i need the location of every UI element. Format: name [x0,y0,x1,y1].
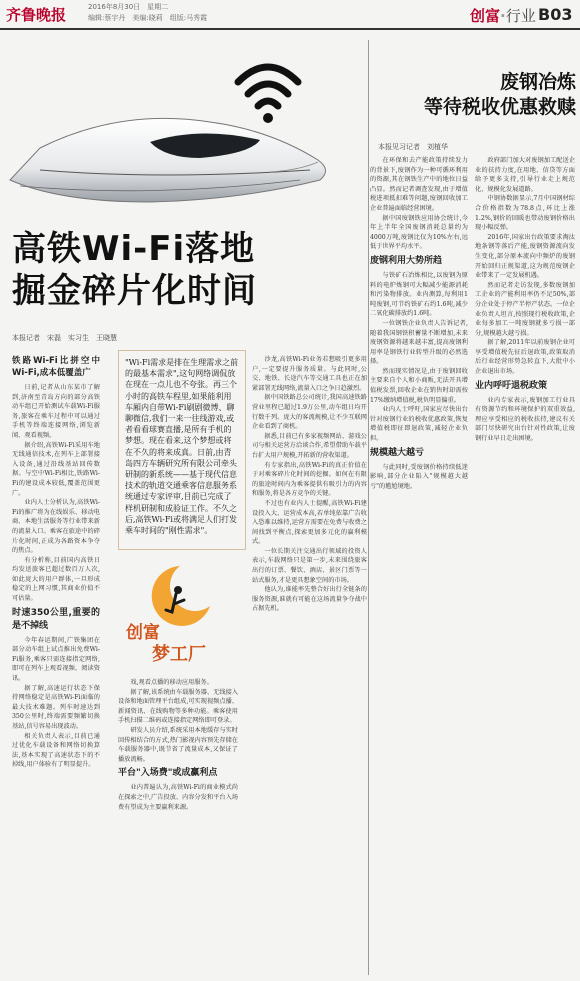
paragraph: 据中国铁路总公司统计,我国高速铁路营业里程已超过1.9万公里,动车组日均开行数千列。庞大的客流规模,让不少互联网企业看到了商机。 [252,394,367,431]
paragraph: 在环保和去产能政策持续发力的背景下,废钢作为一种可循环利用的资源,其在钢铁生产中的地位日益凸显。然而记者调查发现,由于增值税进项抵扣难等问题,废钢回收加工企业普遍面临经营困境。 [370,157,468,212]
paragraph: 今年春运期间,广铁集团在部分动车组上试点推出免费Wi-Fi服务,乘客只需连接指定网络,即可在列车上观看视频、阅读资讯。 [12,636,100,683]
paragraph: 中钢协数据显示,7月中国钢材综合价格指数为78.8点,环比上涨1.2%,钢价的回暖也带动废钢价格出现小幅反弹。 [475,195,575,232]
right-headline-line-1: 废钢冶炼 [499,71,576,93]
paragraph: 业内专家表示,废钢加工行业具有资源节约和环境保护的双重效益,理应享受相应的税收扶持,建议有关部门尽快研究出台针对性政策,让废钢行业早日走出困境。 [475,396,575,443]
paragraph: 与铁矿石冶炼相比,以废钢为原料的电炉炼钢可大幅减少能源消耗和污染物排放。业内测算,每利用1吨废钢,可节约铁矿石约1.6吨,减少二氧化碳排放约1.6吨。 [370,271,468,318]
paragraph: 业内人士呼吁,国家应尽快出台针对废钢行业的税收优惠政策,恢复增值税即征即退政策,减轻企业负担。 [370,406,468,443]
section-subname: 行业 [505,7,536,25]
paragraph: 政府部门加大对废钢加工配送企业的扶持力度,在用地、信贷等方面给予更多支持,引导行业走上规范化、规模化发展道路。 [475,157,575,193]
section-label [470,5,536,26]
editor-credits: 编辑:蔡宇丹 美编:晓莉 组版:马秀霞 [88,14,208,22]
headline-line-1: 高铁Wi-Fi落地 [12,229,256,269]
section-separator: · [500,7,506,25]
paragraph: 2016年,国家出台政策要求淘汰地条钢等落后产能,废钢资源流向发生变化,部分原本流向中频炉的废钢开始回归正规渠道,这为规范废钢企业带来了一定发展机遇。 [475,233,575,280]
subheading: 时速350公里,重要的是不掉线 [12,607,100,631]
article-column-2 [118,678,238,978]
logo-text-line-1: 创富 [126,623,160,643]
subheading: 平台"入场费"或成赢利点 [118,768,218,779]
column-divider [368,40,369,975]
right-headline [376,70,576,120]
paragraph: 据介绍,高铁Wi-Fi采用车地无线通信技术,在列车上部署接入设备,通过沿线基站回传数据。与空中Wi-Fi相比,铁路Wi-Fi的建设成本较低,覆盖范围更广。 [12,441,100,497]
paragraph: 据了解,高速运行状态下保持网络稳定是高铁Wi-Fi面临的最大技术难题。列车时速达到350公里时,终端需要频繁切换基站,信号容易出现波动。 [12,684,100,730]
train-icon [10,118,326,202]
high-speed-train-illustration [0,30,360,220]
page-number: B03 [538,5,573,24]
pull-quote-box: "Wi-Fi需求是排在生理需求之前的最基本需求",这句网络调侃放在现在一点儿也不夸张。再三个小时的高铁车程里,如果能利用车厢内自带Wi-Fi刷剧微博、聊聊微信,我们一来一往线游戏,或者看看球赛直播,是所有手机的梦想。现在看来,这个梦想或将在不久的将来成真。日前,由青岛四方车辆研究所有限公司牵头研制的新系统——基于现代信息技术的轨道交通乘客信息服务系统通过专家评审,目前已完成了样机研制和成验证工作。不久之后,高铁Wi-Fi或将满足人们打发乘车时间的"刚性需求"。 [118,350,246,550]
paragraph: 有分析称,目前国内高铁日均发送旅客已超过数百万人次,如此庞大的用户群体,一旦形成稳定的上网习惯,其商业价值不可估量。 [12,556,100,603]
headline-line-2: 掘金碎片化时间 [12,271,257,311]
right-article-column-2 [475,156,575,976]
right-byline: 本报见习记者 刘植华 [378,143,448,151]
right-headline-line-2: 等待税收优惠救赎 [423,96,576,118]
page-header [0,0,580,30]
paragraph: 据悉,目前已有多家视频网站、游戏公司与相关运营方洽谈合作,希望借助车载平台扩大用户规模,开拓新的营收渠道。 [252,432,367,459]
masthead: 齐鲁晚报 [6,6,67,24]
paragraph: 戏,观看点播的移动应用服务。 [130,679,213,686]
issue-date: 2016年8月30日 星期二 [88,3,169,11]
paragraph: 与此同时,受废钢价格持续低迷影响,部分企业陷入"规模越大越亏"的尴尬境地。 [370,463,468,490]
paragraph: 不过也有业内人士提醒,高铁Wi-Fi建设投入大、运营成本高,若单纯依靠广告收入恐难以维持,运营方需要在免费与收费之间找到平衡点,探索更加多元化的赢利模式。 [252,499,367,546]
subheading: 规模越大越亏 [370,447,425,458]
main-byline: 本报记者 宋磊 实习生 王晓慧 [12,334,117,342]
paragraph: 研发人员介绍,系统采用本地缓存与实时回传相结合的方式,热门影视内容预先存储在车载服务器中,既节省了流量成本,又保证了播放流畅。 [118,726,238,763]
paragraph: 业内普遍认为,高铁Wi-Fi的商业模式尚在探索之中,广告投放、内容分发和平台入场费有望成为主要赢利来源。 [118,784,238,811]
paragraph: 据中国废钢铁应用协会统计,今年上半年全国废钢消耗总量约为4000万吨,废钢比仅为10%左右,远低于世界平均水平。 [370,214,468,251]
section-name: 创富 [470,7,501,25]
paragraph: 一位长期关注交通出行领域的投资人表示,车载网络只是第一步,未来围绕旅客出行的订票、餐饮、酒店、景区门票等一站式服务,才是更具想象空间的市场。 [252,547,367,584]
paragraph: 有专家指出,高铁Wi-Fi的真正价值在于对乘客碎片化时间的挖掘。如何在有限的旅途时间内为乘客提供有吸引力的内容和服务,将是各方竞争的关键。 [252,461,367,498]
column-logo [118,560,246,670]
subheading: 废钢利用大势所趋 [370,255,443,266]
paragraph: 据了解,该系统由车载服务器、无线接入设备和地面管理平台组成,可实现视频点播、新闻资讯、在线购物等多种功能。乘客使用手机扫描二维码或连接指定网络即可登录。 [118,688,238,725]
wifi-icon [238,67,298,123]
main-headline [12,228,332,312]
article-column-1 [12,355,100,975]
subheading: 业内呼吁退税政策 [475,380,548,391]
paragraph: 据了解,2011年以前废钢企业可享受增值税先征后退政策,政策取消后行业经营形势急转直下,大批中小企业退出市场。 [475,339,575,376]
logo-text-line-2: 梦工厂 [152,644,206,665]
paragraph: 日前,记者从山东某市了解到,济南至青岛方向的部分高铁动车组已开始测试车载Wi-Fi服务,旅客在乘车过程中可以通过手机等终端连接网络,浏览新闻、观看视频。 [12,384,100,439]
paragraph: 他认为,谁能率先整合好出行全链条的服务资源,谁就有可能在这场流量争夺战中占据先机。 [252,586,367,613]
paragraph: 相关负责人表示,目前已通过优化车载设备和网络切换算法,基本实现了高速状态下的不掉线,用户体验有了明显提升。 [12,732,100,769]
lead-subheading: 铁路Wi-Fi比拼空中Wi-Fi,成本低覆盖广 [12,356,100,378]
article-column-3 [252,355,367,975]
paragraph: 沙龙,高铁Wi-Fi业务若想吸引更多用户,一定要提升服务质量。与此同时,公交、地铁、长途汽车等交通工具也正在加紧部署无线网络,流量入口之争日趋激烈。 [252,356,367,392]
paragraph: 然而记者走访发现,多数废钢加工企业的产能利用率仍不足50%,部分企业处于停产半停产状态。一位企业负责人坦言,按照现行税收政策,企业每多加工一吨废钢就多亏损一部分,规模越大越亏损。 [475,281,575,337]
paragraph: 然而现实情况是,由于废钢回收主要来自个人和小商贩,无法开具增值税发票,回收企业在销售时却需按17%缴纳增值税,税负明显偏重。 [370,367,468,404]
paragraph: 一位钢铁企业负责人告诉记者,随着我国钢铁积蓄量不断增加,未来废钢资源将越来越丰富,提高废钢利用率是钢铁行业转型升级的必然选择。 [370,319,468,366]
paragraph: 业内人士分析认为,高铁Wi-Fi的推广将为在线娱乐、移动电商、本地生活服务等行业带来新的流量入口。乘客在旅途中的碎片化时间,正成为各路资本争夺的焦点。 [12,499,100,555]
right-article-column-1 [370,156,468,976]
